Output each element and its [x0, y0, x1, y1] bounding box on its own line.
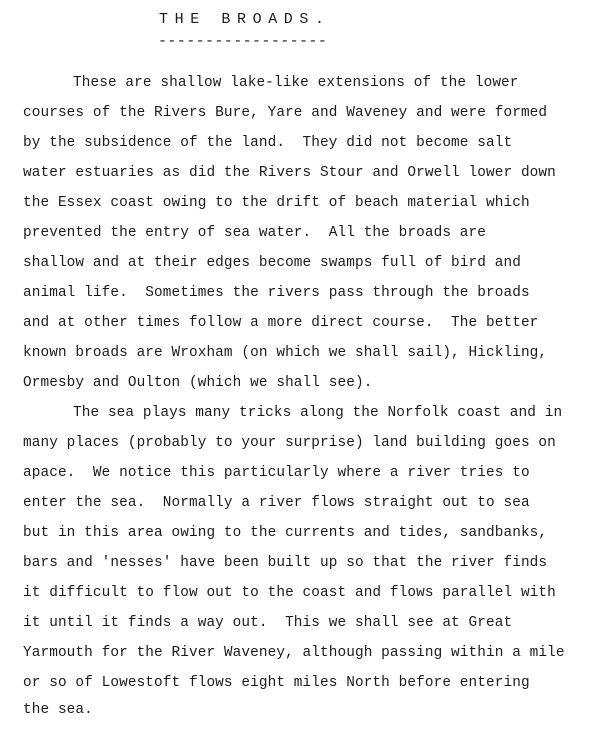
text-line: it difficult to flow out to the coast and flows parallel with: [23, 585, 556, 601]
title-underline: ------------------: [158, 33, 328, 50]
text-line: prevented the entry of sea water. All the broads are: [23, 225, 486, 241]
text-line: bars and 'nesses' have been built up so that the river finds: [23, 555, 548, 571]
text-line: many places (probably to your surprise) land building goes on: [23, 435, 556, 451]
text-line: the Essex coast owing to the drift of beach material which: [23, 195, 530, 211]
text-line: by the subsidence of the land. They did not become salt: [23, 135, 513, 151]
text-line: but in this area owing to the currents and tides, sandbanks,: [23, 525, 548, 541]
text-line: Yarmouth for the River Waveney, although passing within a mile: [23, 645, 565, 661]
page-title: THE BROADS.: [159, 11, 331, 28]
text-line: and at other times follow a more direct course. The better: [23, 315, 539, 331]
text-line: known broads are Wroxham (on which we shall sail), Hickling,: [23, 345, 548, 361]
text-line: animal life. Sometimes the rivers pass through the broads: [23, 285, 530, 301]
text-line: The sea plays many tricks along the Norfolk coast and in: [73, 405, 563, 421]
text-line: These are shallow lake-like extensions of the lower: [73, 75, 519, 91]
text-line: shallow and at their edges become swamps full of bird and: [23, 255, 521, 271]
text-line: enter the sea. Normally a river flows straight out to sea: [23, 495, 530, 511]
text-line: Ormesby and Oulton (which we shall see).: [23, 375, 373, 391]
text-line: the sea.: [23, 702, 93, 718]
text-line: it until it finds a way out. This we shall see at Great: [23, 615, 513, 631]
text-line: apace. We notice this particularly where a river tries to: [23, 465, 530, 481]
text-line: water estuaries as did the Rivers Stour and Orwell lower down: [23, 165, 556, 181]
text-line: courses of the Rivers Bure, Yare and Waveney and were formed: [23, 105, 548, 121]
text-line: or so of Lowestoft flows eight miles North before entering: [23, 675, 530, 691]
